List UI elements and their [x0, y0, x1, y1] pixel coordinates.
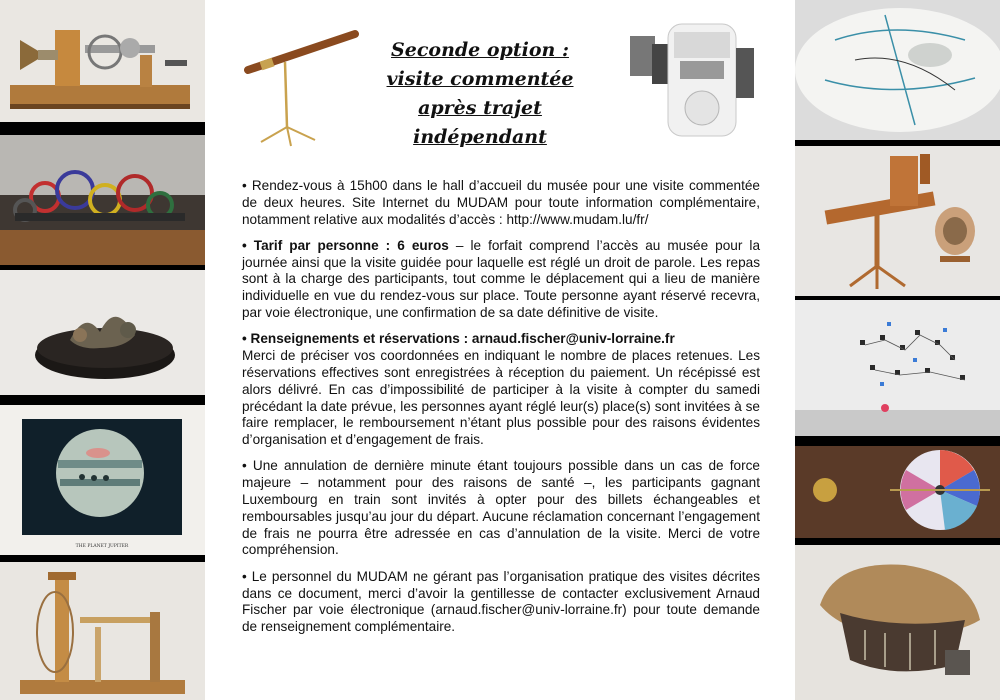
camera-image	[630, 16, 760, 148]
tarif-text: – le forfait comprend l’accès au musée pour la journée ainsi que la visite guidée pour laquelle est réglé un droit de parole. Les repas sont à la charge des participants, tout comme le déplacement qui a lieu de manière individuelle en vue du rendez-vous sur place. Toute personne ayant réservé recevra, par voie électronique, une confirmation de sa date définitive de visite.	[242, 237, 761, 321]
photo-jupiter-plate	[0, 405, 205, 555]
reservations-heading: • Renseignements et réservations : arnaud.fischer@univ-lorraine.fr	[242, 331, 675, 347]
information-text	[242, 178, 760, 645]
photo-neon-network	[795, 300, 1000, 436]
telescope-image	[243, 22, 363, 150]
paragraph-tarif	[242, 238, 760, 322]
tarif-heading: • Tarif par personne : 6 euros	[242, 237, 449, 253]
photo-color-wheel	[795, 446, 1000, 538]
left-photo-column	[0, 0, 205, 700]
page-title	[380, 36, 580, 152]
jupiter-caption: THE PLANET JUPITER	[75, 544, 129, 549]
content-panel	[205, 0, 795, 700]
reservations-text: Merci de préciser vos coordonnées en indiquant le nombre de places retenues. Les réservations effectives sont enregistrées à réception du paiement. Un récépissé est alors délivré. En cas d’impossibilité de participer à la visite à compter du samedi précédant la date prévue, les personnes ayant réglé leur(s) place(s) sont invitées à se faire remplacer, le remboursement n’étant plus possible pour des raisons évidentes d’organisation et d’engagement de frais.	[242, 348, 760, 448]
photo-brass-machine	[0, 0, 205, 122]
paragraph-reservations	[242, 331, 760, 449]
title-line-2: visite commentée	[386, 68, 574, 90]
photo-kinetic-sculpture	[0, 135, 205, 265]
photo-optical-instrument	[795, 146, 1000, 296]
photo-ceramic-dish	[795, 0, 1000, 140]
title-line-3: après trajet indépendant	[413, 97, 547, 148]
paragraph-rendezvous: • Rendez-vous à 15h00 dans le hall d’accueil du musée pour une visite commentée de deux heures. Site Internet du MUDAM pour toute information complémentaire, notamment relative aux modalités d’accès : http://www.mudam.lu/fr/	[242, 178, 760, 227]
paragraph-personnel: • Le personnel du MUDAM ne gérant pas l’organisation pratique des visites décrites dans ce document, merci d’avoir la gentillesse de contacter exclusivement Arnaud Fischer par voie électronique (arnaud.fischer@univ-lorraine.fr) pour toute demande de renseignement complémentaire.	[242, 568, 760, 635]
photo-skull-assemblage	[795, 545, 1000, 700]
paragraph-annulation: • Une annulation de dernière minute étant toujours possible dans un cas de force majeure – notamment pour des raisons de santé –, les participants gagnant Luxembourg en train sont invités à opter pour des billets échangeables et remboursables jusqu’au jour du départ. Aucune réclamation concernant l’engagement de frais ne pourra être adressée en cas d’annulation de la visite. Merci de votre compréhension.	[242, 458, 760, 558]
photo-mineral-display	[0, 270, 205, 395]
title-line-1: Seconde option :	[391, 39, 569, 61]
right-photo-column	[795, 0, 1000, 700]
photo-electrical-apparatus	[0, 562, 205, 700]
